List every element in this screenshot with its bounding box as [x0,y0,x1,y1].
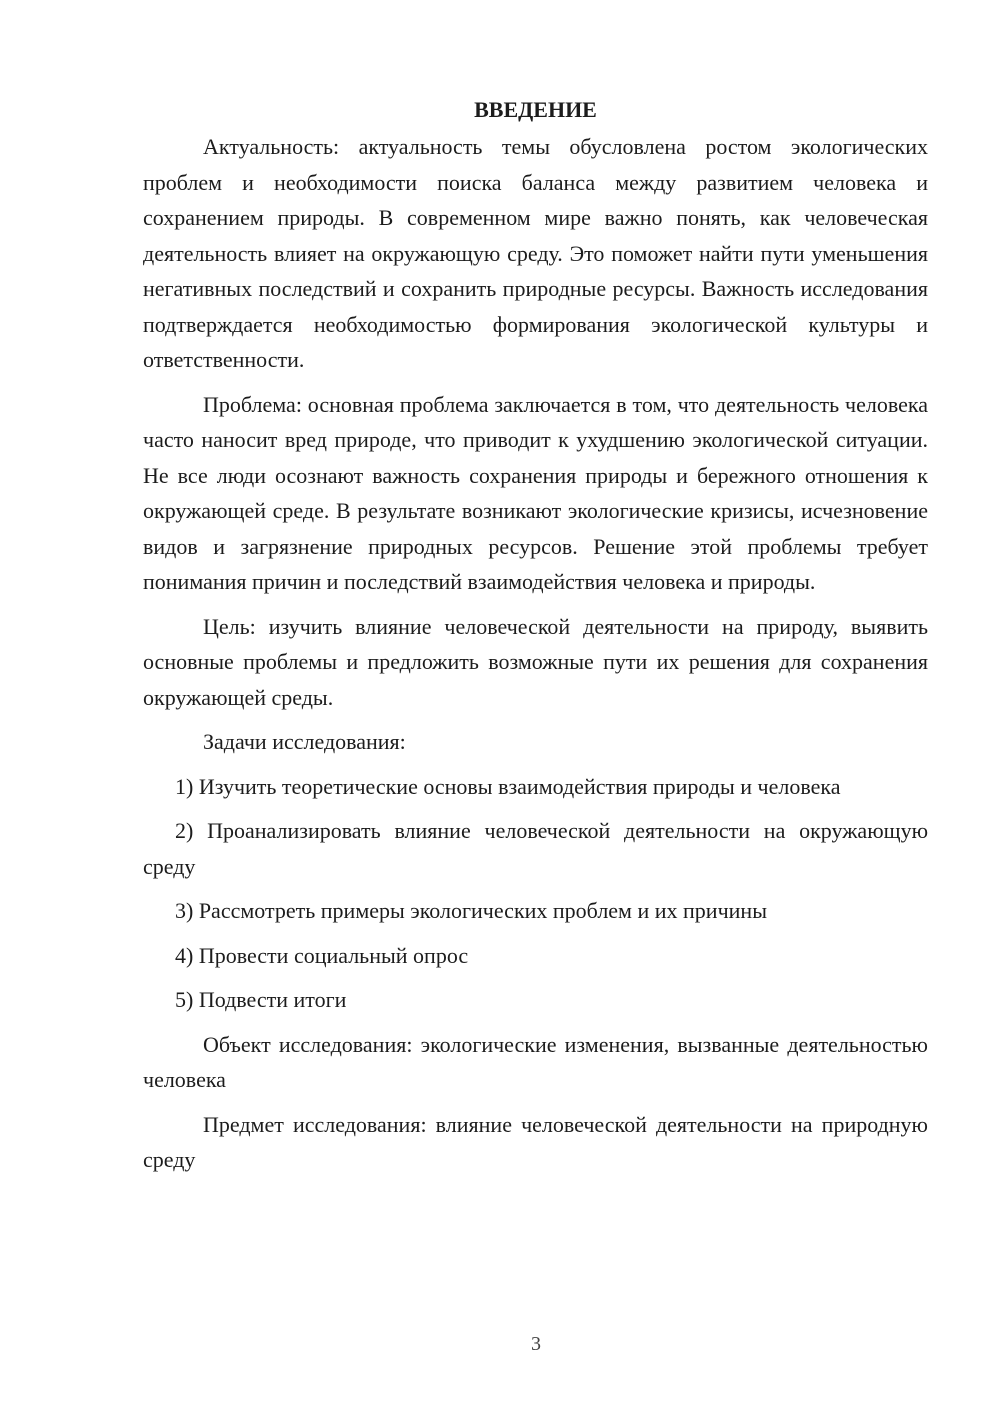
page-title: ВВЕДЕНИЕ [474,97,597,122]
list-item: 2) Проанализировать влияние человеческой деятельности на окружающую среду [143,818,928,879]
subject-paragraph: Предмет исследования: влияние человеческой деятельности на природную среду [143,1111,928,1172]
list-item: 1) Изучить теоретические основы взаимодействия природы и человека [175,773,841,799]
list-item: 5) Подвести итоги [175,987,347,1012]
tasks-list [143,769,928,1018]
list-item: 4) Провести социальный опрос [175,942,469,968]
list-item: 3) Рассмотреть примеры экологических проблем и их причины [175,898,767,923]
document-page [143,92,928,1187]
goal-paragraph: Цель: изучить влияние человеческой деятельности на природу, выявить основные проблемы и предложить возможные пути их решения для сохранения окружающей среды. [143,613,928,710]
problem-paragraph: Проблема: основная проблема заключается в том, что деятельность человека часто наносит вред природе, что приводит к ухудшению экологической ситуации. Не все люди осознают важность сохранения природы и бережного отношения к окружающей среде. В результате возникают экологические кризисы, исчезновение видов и загрязнение природных ресурсов. Решение этой проблемы требует понимания причин и последствий взаимодействия человека и природы. [143,391,928,594]
page-number: 3 [531,1333,541,1355]
tasks-heading: Задачи исследования: [203,729,406,754]
object-paragraph: Объект исследования: экологические изменения, вызванные деятельностью человека [143,1031,928,1092]
relevance-paragraph: Актуальность: актуальность темы обусловлена ростом экологических проблем и необходимости поиска баланса между развитием человека и сохранением природы. В современном мире важно понять, как человеческая деятельность влияет на окружающую среду. Это поможет найти пути уменьшения негативных последствий и сохранить природные ресурсы. Важность исследования подтверждается необходимостью формирования экологической культуры и ответственности. [143,134,928,372]
